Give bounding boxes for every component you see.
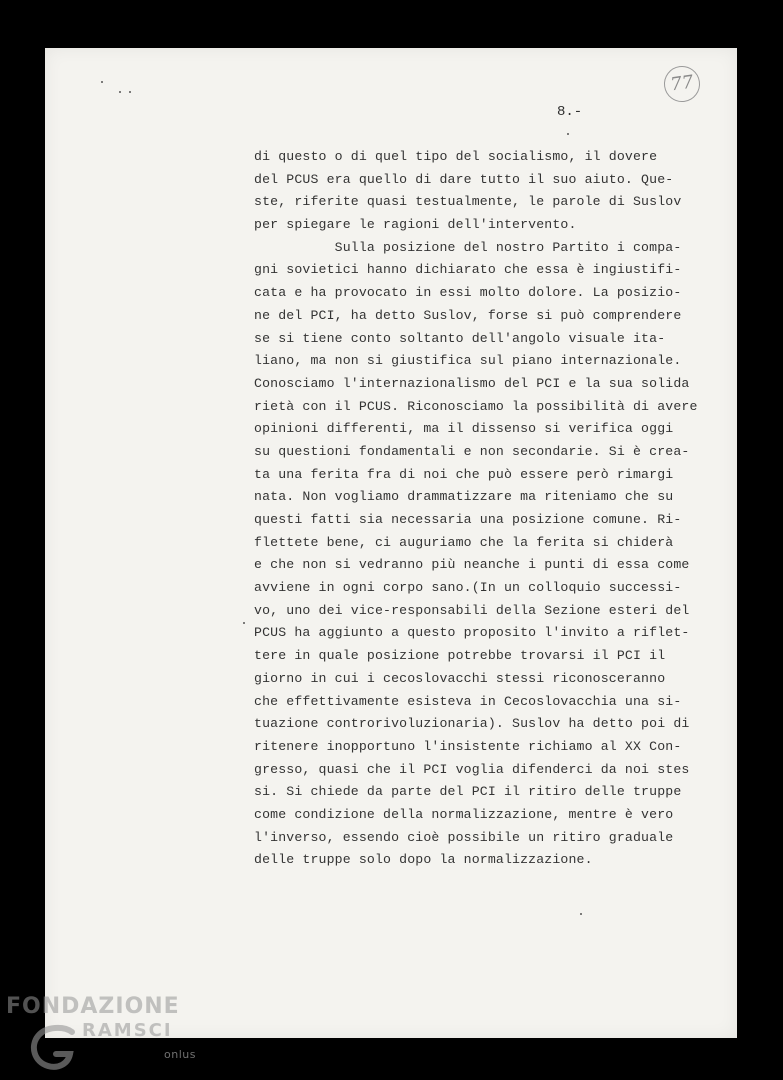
page-number: 8.- [557,104,583,120]
speck-mark [101,81,103,83]
text-line: tere in quale posizione potrebbe trovarsi il PCI il [254,648,666,664]
text-line: che effettivamente esisteva in Cecoslovacchia una si- [254,693,682,709]
text-line: ste, riferite quasi testualmente, le parole di Suslov [254,194,682,210]
typed-text-body [254,146,704,872]
fondazione-gramsci-watermark [6,994,196,1061]
text-line: come condizione della normalizzazione, mentre è vero [254,806,674,822]
text-line: gni sovietici hanno dichiarato che essa è ingiustifi- [254,262,682,278]
text-line: opinioni differenti, ma il dissenso si verifica oggi [254,421,674,437]
speck-mark [129,91,131,93]
text-line: ta una ferita fra di noi che può essere però rimargi [254,466,674,482]
text-line: Sulla posizione del nostro Partito i compa- [254,239,682,255]
watermark-line1: FONDAZIONE [6,994,180,1019]
text-line: del PCUS era quello di dare tutto il suo aiuto. Que- [254,171,674,187]
text-line: questi fatti sia necessaria una posizione comune. Ri- [254,512,682,527]
speck-mark [567,133,569,135]
text-line: ritenere inopportuno l'insistente richiamo al XX Con- [254,738,682,754]
text-line: PCUS ha aggiunto a questo proposito l'invito a riflet- [254,625,690,641]
text-line: delle truppe solo dopo la normalizzazione. [254,852,593,868]
watermark-sub: onlus [164,1048,196,1061]
text-line: rietà con il PCUS. Riconosciamo la possibilità di avere [254,398,698,414]
text-line: cata e ha provocato in essi molto dolore. La posizio- [254,285,682,301]
text-line: se si tiene conto soltanto dell'angolo visuale ita- [254,330,666,346]
text-line: si. Si chiede da parte del PCI il ritiro delle truppe [254,784,682,800]
gramsci-g-logo-icon [28,1024,84,1070]
text-line: gresso, quasi che il PCI voglia difenderci da noi stes [254,761,690,777]
text-line: nata. Non vogliamo drammatizzare ma riteniamo che su [254,489,674,505]
text-line: avviene in ogni corpo sano.(In un colloquio successi- [254,580,682,596]
speck-mark [580,913,582,915]
text-line: per spiegare le ragioni dell'intervento. [254,217,577,233]
archive-number: 77 [662,64,703,105]
text-line: ne del PCI, ha detto Suslov, forse si può comprendere [254,307,682,323]
text-line: su questioni fondamentali e non secondarie. Si è crea- [254,443,690,459]
text-line: l'inverso, essendo cioè possibile un ritiro graduale [254,829,674,845]
text-line: flettete bene, ci auguriamo che la ferita si chiderà [254,534,674,550]
text-line: di questo o di quel tipo del socialismo, il dovere [254,149,658,164]
speck-mark [243,622,245,624]
watermark-line2: RAMSCI [82,1020,173,1041]
text-line: giorno in cui i cecoslovacchi stessi riconosceranno [254,670,666,686]
text-line: e che non si vedranno più neanche i punti di essa come [254,557,690,573]
text-line: liano, ma non si giustifica sul piano internazionale. [254,353,682,369]
text-line: tuazione controrivoluzionaria). Suslov ha detto poi di [254,716,690,732]
speck-mark [119,91,121,93]
text-line: Conosciamo l'internazionalismo del PCI e la sua solida [254,375,690,391]
text-line: vo, uno dei vice-responsabili della Sezione esteri del [254,602,690,618]
